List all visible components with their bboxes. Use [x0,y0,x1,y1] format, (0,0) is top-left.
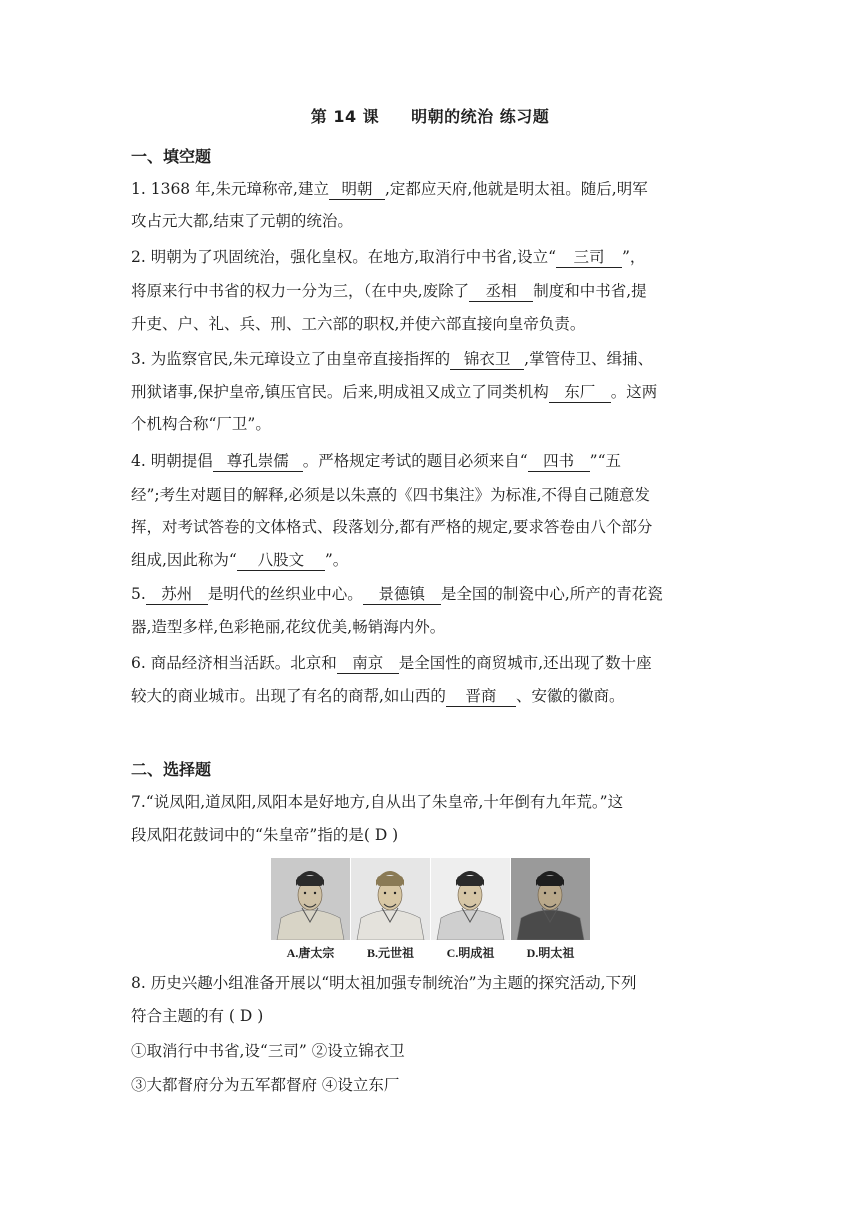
question-5-line-2: 器,造型多样,色彩艳丽,花纹优美,畅销海内外。 [131,618,446,636]
answer-blank: 苏州 [146,584,208,605]
emperor-portrait-image [271,858,350,940]
section-heading-fill-blank: 一、填空题 [131,147,212,166]
page-title [0,104,860,127]
answer-blank: 景德镇 [363,584,441,605]
portrait-figure [431,858,510,962]
answer-blank: 晋商 [446,686,516,707]
answer-blank: 丞相 [469,281,533,302]
answer-blank: 明朝 [329,179,385,200]
question-8-options-2: ③大都督府分为五军都督府 ④设立东厂 [131,1076,400,1094]
question-2-line-1: 2. 明朝为了巩固统治，强化皇权。在地方,取消行中书省,设立“ 三司 ”， [131,248,646,266]
emperor-portrait-image [351,858,430,940]
question-6-line-2: 较大的商业城市。出现了有名的商帮,如山西的 晋商 、安徽的徽商。 [131,687,625,705]
question-5-line-1: 5. 苏州 是明代的丝织业中心。 景德镇 是全国的制瓷中心,所产的青花瓷 [131,585,663,603]
question-4-line-1: 4. 明朝提倡 尊孔崇儒 。严格规定考试的题目必须来自“ 四书 ”“五 [131,452,622,470]
portrait-caption: D.明太祖 [526,946,575,960]
question-1-line-1: 1. 1368 年,朱元璋称帝,建立 明朝 ,定都应天府,他就是明太祖。随后,明军 [131,180,648,198]
emperor-portraits [271,858,591,962]
portrait-figure [271,858,350,962]
portrait-figure [511,858,590,962]
question-2-line-2: 将原来行中书省的权力一分为三，（在中央,废除了 丞相 制度和中书省,提 [131,282,647,300]
question-8-line-2: 符合主题的有 ( D ) [131,1007,264,1025]
answer-blank: 尊孔崇儒 [213,451,303,472]
question-7-line-2: 段凤阳花鼓词中的“朱皇帝”指的是( D ) [131,826,399,844]
question-8-line-1: 8. 历史兴趣小组准备开展以“明太祖加强专制统治”为主题的探究活动,下列 [131,974,637,992]
question-7-line-1: 7.“说凤阳,道凤阳,凤阳本是好地方,自从出了朱皇帝,十年倒有九年荒。”这 [131,793,624,811]
portrait-caption: B.元世祖 [366,946,414,960]
lesson-number: 第 14 课 [310,107,380,126]
portrait-caption: A.唐太宗 [286,946,335,960]
answer-blank: 南京 [337,653,399,674]
emperor-portrait-image [431,858,510,940]
answer-blank: 四书 [528,451,590,472]
answer-blank: 锦衣卫 [450,349,524,370]
question-2-line-3: 升吏、户、礼、兵、刑、工六部的职权,并使六部直接向皇帝负责。 [131,315,586,333]
question-3-line-1: 3. 为监察官民,朱元璋设立了由皇帝直接指挥的 锦衣卫 ,掌管侍卫、缉捕、 [131,350,654,368]
portrait-figure [351,858,430,962]
question-1-line-2: 攻占元大都,结束了元朝的统治。 [131,212,353,230]
question-4-line-4: 组成,因此称为“ 八股文 ”。 [131,551,349,569]
question-6-line-1: 6. 商品经济相当活跃。北京和 南京 是全国性的商贸城市,还出现了数十座 [131,654,652,672]
portrait-caption: C.明成祖 [446,946,495,960]
answer-blank: 八股文 [237,550,325,571]
question-8-options-1: ①取消行中书省,设“三司” ②设立锦衣卫 [131,1042,405,1060]
question-3-line-2: 刑狱诸事,保护皇帝,镇压官民。后来,明成祖又成立了同类机构 东厂 。这两 [131,383,658,401]
answer-blank: 东厂 [549,382,611,403]
section-heading-multiple-choice: 二、选择题 [131,760,212,779]
question-4-line-2: 经”;考生对题目的解释,必须是以朱熹的《四书集注》为标准,不得自己随意发 [131,486,651,504]
question-4-line-3: 挥，对考试答卷的文体格式、段落划分,都有严格的规定,要求答卷由八个部分 [131,518,653,536]
question-3-line-3: 个机构合称“厂卫”。 [131,415,271,433]
answer-blank: 三司 [556,247,622,268]
lesson-name: 明朝的统治 练习题 [411,107,550,126]
emperor-portrait-image [511,858,590,940]
